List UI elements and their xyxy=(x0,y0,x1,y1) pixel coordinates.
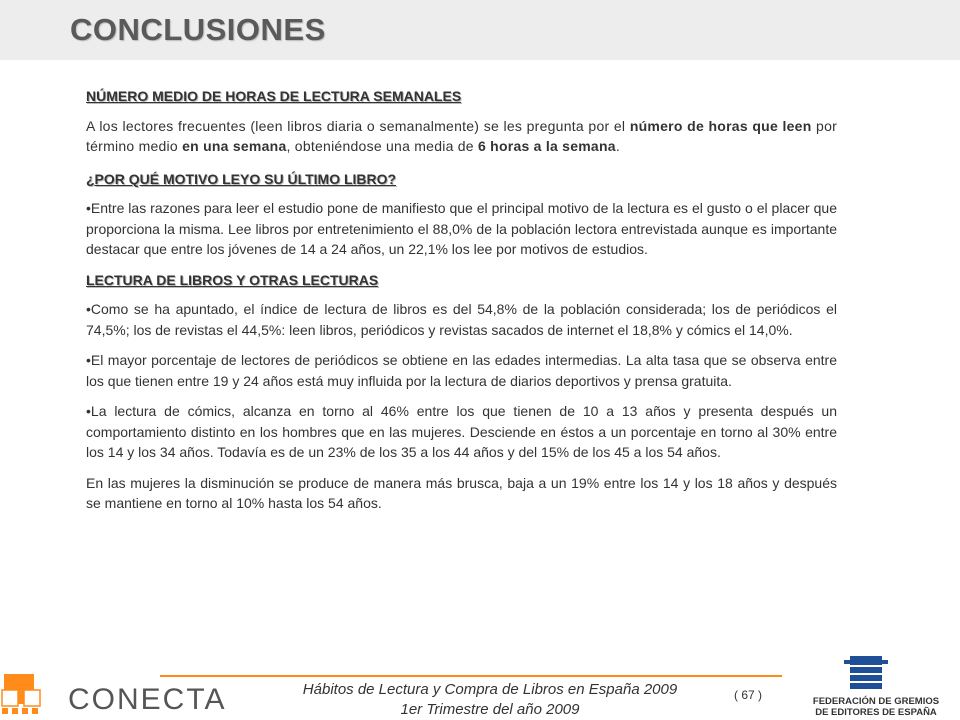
section-heading-lectura: LECTURA DE LIBROS Y OTRAS LECTURAS xyxy=(86,271,379,288)
footer-line-2: 1er Trimestre del año 2009 xyxy=(400,701,580,718)
federacion-text-1: FEDERACIÓN DE GREMIOS xyxy=(812,696,940,707)
page-title: CONCLUSIONES xyxy=(70,12,326,47)
text-run-bold: 6 horas a la semana xyxy=(477,138,616,154)
page-number: ( 67 ) xyxy=(734,688,763,702)
text-run: , obteniéndose una media de xyxy=(286,138,478,154)
main-content xyxy=(86,86,837,524)
paragraph-lectura-4: En las mujeres la disminución se produce de manera más brusca, baja a un 19% entre los 14 y los 18 años y después se mantiene en torno al 10% hasta los 54 años. xyxy=(86,474,837,511)
footer-divider xyxy=(160,675,782,677)
text-run-bold: número de horas que leen xyxy=(629,117,812,134)
conecta-logo xyxy=(0,672,240,720)
conecta-wordmark: CONECTA xyxy=(68,683,227,716)
paragraph-motivo: •Entre las razones para leer el estudio pone de manifiesto que el principal motivo de la lectura es el gusto o el placer que proporciona la misma. Lee libros por entretenimiento el 88,0% de la población lectora entrevistada aunque es importante destacar que entre los jóvenes de 14 a 24 años, un 22,1% los lee por motivos de estudios. xyxy=(86,200,837,257)
paragraph-horas xyxy=(86,116,837,157)
text-run-bold: en una semana xyxy=(182,138,287,154)
section-heading-motivo: ¿POR QUÉ MOTIVO LEYO SU ÚLTIMO LIBRO? xyxy=(86,170,397,187)
text-run: A los lectores frecuentes (leen libros diaria o semanalmente) se les pregunta por el xyxy=(86,117,630,134)
footer-line-1: Hábitos de Lectura y Compra de Libros en España 2009 xyxy=(302,681,678,698)
paragraph-lectura-2: •El mayor porcentaje de lectores de periódicos se obtiene en las edades intermedias. La alta tasa que se observa entre los que tienen entre 19 y 24 años está muy influida por la lectura de diarios deportivos y prensa gratuita. xyxy=(86,352,837,389)
paragraph-lectura-1: •Como se ha apuntado, el índice de lectura de libros es del 54,8% de la población considerada; los de periódicos el 74,5%; los de revistas el 44,5%: leen libros, periódicos y revistas sacados de internet el 18,8% y cómics el 14,0%. xyxy=(86,301,837,338)
section-heading-horas: NÚMERO MEDIO DE HORAS DE LECTURA SEMANALES xyxy=(86,88,462,104)
federacion-text-2: DE EDITORES DE ESPAÑA xyxy=(815,707,937,718)
footer-caption xyxy=(240,680,740,720)
text-run: . xyxy=(615,138,620,154)
text-run: por término medio xyxy=(86,117,838,154)
paragraph-lectura-3: •La lectura de cómics, alcanza en torno al 46% entre los que tienen de 10 a 13 años y presenta después un comportamiento distinto en los hombres que en las mujeres. Desciende en éstos a un porcentaje en torno al 30% entre los 14 y los 34 años. Todavía es de un 23% de los 35 a los 44 años y del 15% de los 45 a los 54 años. xyxy=(86,403,837,460)
federacion-gremios-logo xyxy=(800,652,960,720)
